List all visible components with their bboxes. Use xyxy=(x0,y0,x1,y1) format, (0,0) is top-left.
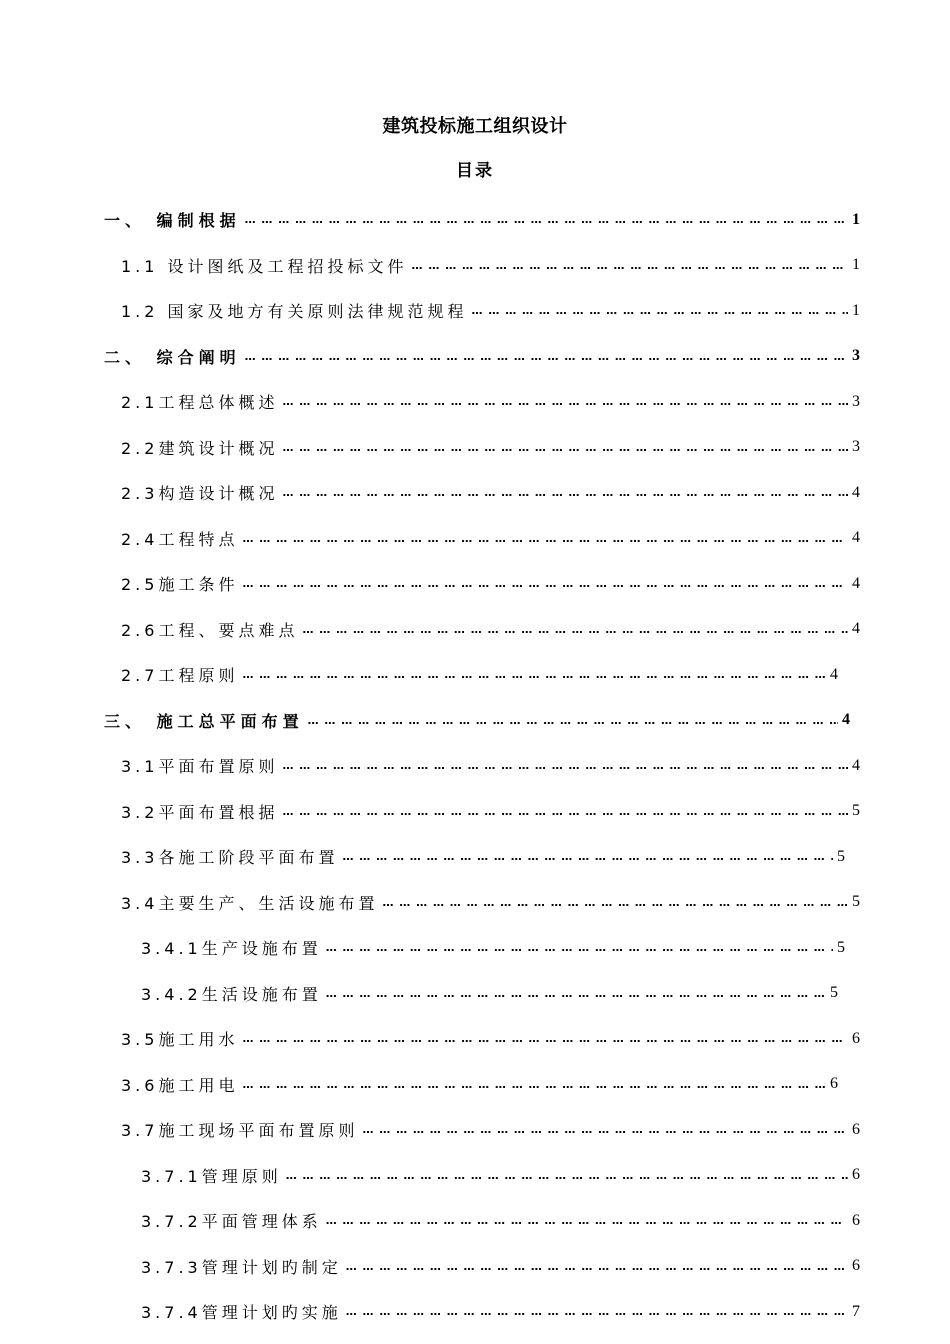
toc-entry-label: 2.3构造设计概况 xyxy=(121,484,279,504)
toc-entry-page: 1 xyxy=(852,256,860,274)
toc-heading: 目录 xyxy=(456,161,494,181)
dot-leader xyxy=(241,350,848,363)
toc-entry[interactable] xyxy=(0,789,950,835)
toc-entry-label: 1.1 设计图纸及工程招投标文件 xyxy=(121,256,408,276)
toc-entry[interactable] xyxy=(0,971,950,1017)
dot-leader xyxy=(322,941,833,954)
toc-entry-label: 三、 施工总平面布置 xyxy=(104,711,304,731)
toc-entry-label: 3.7施工现场平面布置原则 xyxy=(121,1121,359,1141)
toc-entry[interactable] xyxy=(0,425,950,471)
toc-entry-page: 4 xyxy=(830,665,838,683)
toc-entry-label: 2.7工程原则 xyxy=(121,666,239,686)
toc-entry-label: 3.1平面布置原则 xyxy=(121,757,279,777)
toc-entry-page: 4 xyxy=(852,483,860,501)
toc-entry[interactable] xyxy=(0,743,950,789)
toc-entry-page: 3 xyxy=(852,392,860,410)
toc-entry-page: 5 xyxy=(852,802,860,820)
dot-leader xyxy=(278,805,848,818)
toc-entry[interactable] xyxy=(0,1062,950,1108)
dot-leader xyxy=(278,759,848,772)
toc-entry-label: 3.7.4管理计划旳实施 xyxy=(141,1303,342,1323)
toc-entry-label: 3.4主要生产、生活设施布置 xyxy=(121,893,379,913)
document-title: 建筑投标施工组织设计 xyxy=(382,116,568,137)
dot-leader xyxy=(238,532,848,545)
dot-leader xyxy=(378,896,848,909)
toc-entry[interactable] xyxy=(0,470,950,516)
toc-entry-page: 4 xyxy=(852,574,860,592)
dot-leader xyxy=(338,850,833,863)
toc-entry-page: 6 xyxy=(852,1211,860,1229)
toc-entry[interactable] xyxy=(0,334,950,380)
toc-entry[interactable] xyxy=(0,925,950,971)
dot-leader xyxy=(408,259,848,272)
toc-entry[interactable] xyxy=(0,698,950,744)
dot-leader xyxy=(238,1032,848,1045)
toc-entry-label: 2.4工程特点 xyxy=(121,529,239,549)
toc-entry-page: 6 xyxy=(852,1029,860,1047)
toc-entry-label: 3.7.3管理计划旳制定 xyxy=(141,1257,342,1277)
dot-leader xyxy=(278,441,848,454)
dot-leader xyxy=(298,623,848,636)
toc-entry-label: 3.7.1管理原则 xyxy=(141,1166,282,1186)
toc-entry[interactable] xyxy=(0,1107,950,1153)
toc-entry-label: 二、 综合阐明 xyxy=(104,347,241,367)
toc-entry-label: 3.2平面布置根据 xyxy=(121,802,279,822)
toc-entry-page: 6 xyxy=(852,1257,860,1275)
dot-leader xyxy=(238,1078,826,1091)
toc-entry-label: 2.5施工条件 xyxy=(121,575,239,595)
toc-entry-page: 5 xyxy=(852,893,860,911)
toc-entry-label: 2.2建筑设计概况 xyxy=(121,438,279,458)
toc-entry-label: 3.3各施工阶段平面布置 xyxy=(121,848,339,868)
dot-leader xyxy=(342,1260,848,1273)
toc-entry[interactable] xyxy=(0,516,950,562)
dot-leader xyxy=(282,1169,848,1182)
toc-entry[interactable] xyxy=(0,880,950,926)
toc-entry[interactable] xyxy=(0,1198,950,1244)
dot-leader xyxy=(358,1123,848,1136)
toc-entry-page: 3 xyxy=(852,347,860,365)
toc-entry[interactable] xyxy=(0,1153,950,1199)
toc-entry[interactable] xyxy=(0,1016,950,1062)
toc-entry[interactable] xyxy=(0,607,950,653)
toc-entry-page: 4 xyxy=(842,711,850,729)
toc-entry[interactable] xyxy=(0,1289,950,1335)
toc-entry-label: 3.4.1生产设施布置 xyxy=(141,939,322,959)
toc-entry[interactable] xyxy=(0,561,950,607)
toc-entry[interactable] xyxy=(0,243,950,289)
toc-entry-label: 2.1工程总体概述 xyxy=(121,393,279,413)
toc-entry[interactable] xyxy=(0,1244,950,1290)
toc-entry[interactable] xyxy=(0,288,950,334)
toc-entry-page: 4 xyxy=(852,756,860,774)
toc-entry-label: 2.6工程、要点难点 xyxy=(121,620,299,640)
toc-entry-label: 3.7.2平面管理体系 xyxy=(141,1212,322,1232)
dot-leader xyxy=(342,1305,848,1318)
dot-leader xyxy=(278,395,848,408)
table-of-contents xyxy=(0,197,950,1335)
dot-leader xyxy=(241,213,848,226)
toc-entry-page: 6 xyxy=(830,1075,838,1093)
toc-entry-label: 1.2 国家及地方有关原则法律规范规程 xyxy=(121,302,468,322)
toc-entry-page: 1 xyxy=(852,210,860,228)
toc-entry-page: 4 xyxy=(852,529,860,547)
dot-leader xyxy=(322,1214,848,1227)
toc-entry-page: 1 xyxy=(852,301,860,319)
toc-entry[interactable] xyxy=(0,379,950,425)
toc-entry-label: 一、 编制根据 xyxy=(104,211,241,231)
dot-leader xyxy=(468,304,848,317)
toc-entry-page: 6 xyxy=(852,1166,860,1184)
toc-entry-page: 5 xyxy=(830,984,838,1002)
toc-entry[interactable] xyxy=(0,197,950,243)
dot-leader xyxy=(322,987,826,1000)
dot-leader xyxy=(238,577,848,590)
toc-entry-page: 5 xyxy=(837,938,845,956)
toc-entry[interactable] xyxy=(0,652,950,698)
dot-leader xyxy=(304,714,838,727)
toc-entry[interactable] xyxy=(0,834,950,880)
toc-entry-label: 3.6施工用电 xyxy=(121,1075,239,1095)
dot-leader xyxy=(278,486,848,499)
toc-entry-label: 3.4.2生活设施布置 xyxy=(141,984,322,1004)
toc-entry-label: 3.5施工用水 xyxy=(121,1030,239,1050)
toc-entry-page: 5 xyxy=(837,847,845,865)
dot-leader xyxy=(238,668,826,681)
toc-entry-page: 6 xyxy=(852,1120,860,1138)
toc-entry-page: 4 xyxy=(852,620,860,638)
toc-entry-page: 7 xyxy=(852,1302,860,1320)
toc-entry-page: 3 xyxy=(852,438,860,456)
